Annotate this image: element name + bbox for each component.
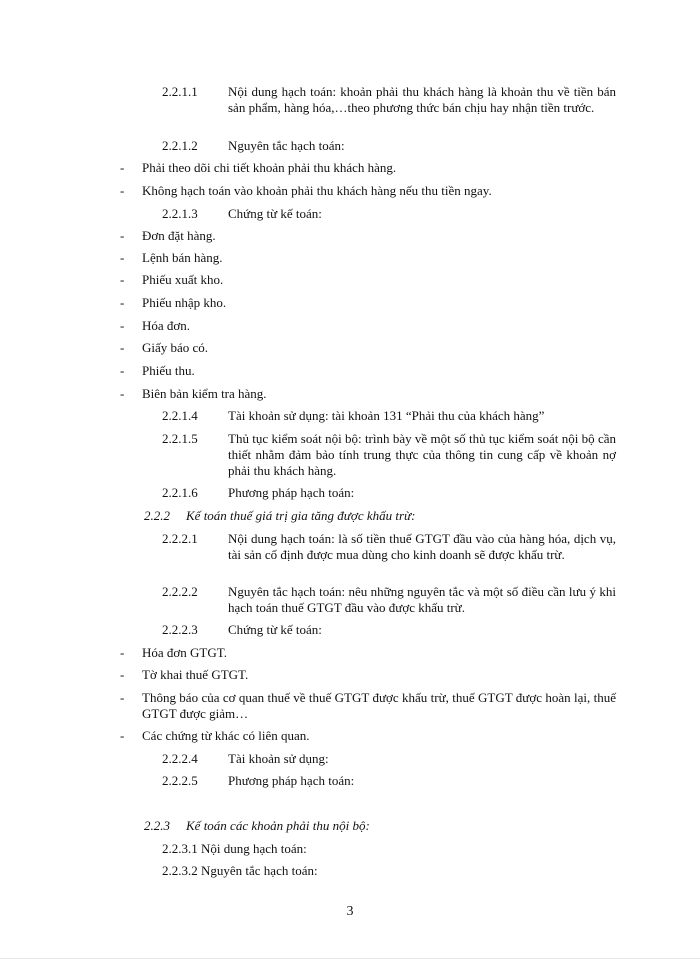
bullet-dash: - [120, 318, 125, 333]
item-text: Phương pháp hạch toán: [228, 773, 355, 788]
bullet-dash: - [120, 386, 125, 401]
item-text: Nội dung hạch toán: là số tiền thuế GTGT đầu vào của hàng hóa, dịch vụ, tài sản cố định được mua dùng cho kinh doanh sẽ được khấu trừ. [228, 531, 616, 562]
section-number: 2.2.3 [144, 818, 170, 833]
item-text: Chứng từ kế toán: [228, 622, 322, 637]
bullet-dash: - [120, 160, 125, 175]
item-number: 2.2.1.3 [162, 206, 198, 221]
section-title: Kế toán thuế giá trị gia tăng được khấu trừ: [186, 508, 416, 523]
sub-item: 2.2.3.2 Nguyên tắc hạch toán: [162, 863, 318, 878]
bullet-text: Phải theo dõi chi tiết khoản phải thu khách hàng. [142, 160, 397, 175]
bullet-dash: - [120, 667, 125, 682]
item-number: 2.2.1.4 [162, 408, 198, 423]
bullet-text: Biên bản kiểm tra hàng. [142, 386, 267, 401]
item-number: 2.2.2.5 [162, 773, 198, 788]
item-number: 2.2.2.1 [162, 531, 198, 546]
bullet-text: Tờ khai thuế GTGT. [142, 667, 249, 682]
item-text: Tài khoản sử dụng: tài khoản 131 “Phải thu của khách hàng” [228, 408, 545, 423]
bullet-text: Không hạch toán vào khoản phải thu khách hàng nếu thu tiền ngay. [142, 183, 492, 198]
section-heading [144, 508, 415, 524]
bullet-dash: - [120, 272, 125, 287]
section-title: Kế toán các khoản phải thu nội bộ: [186, 818, 370, 833]
bullet-dash: - [120, 183, 125, 198]
section-heading [144, 818, 370, 834]
item-text: Nội dung hạch toán: khoản phải thu khách hàng là khoản thu về tiền bán sản phẩm, hàng hóa,…theo phương thức bán chịu hay nhận tiền trước. [228, 84, 616, 115]
bullet-text: Các chứng từ khác có liên quan. [142, 728, 310, 743]
section-number: 2.2.2 [144, 508, 170, 523]
item-number: 2.2.2.4 [162, 751, 198, 766]
bullet-text: Lệnh bán hàng. [142, 250, 223, 265]
bullet-text: Phiếu xuất kho. [142, 272, 224, 287]
bullet-text: Thông báo của cơ quan thuế về thuế GTGT được khấu trừ, thuế GTGT được hoàn lại, thuế GTGT được giảm… [142, 690, 616, 721]
bullet-dash: - [120, 340, 125, 355]
bullet-text: Giấy báo có. [142, 340, 209, 355]
bullet-text: Phiếu nhập kho. [142, 295, 227, 310]
bullet-dash: - [120, 728, 125, 743]
item-number: 2.2.2.2 [162, 584, 198, 599]
item-number: 2.2.1.1 [162, 84, 198, 99]
sub-item: 2.2.3.1 Nội dung hạch toán: [162, 841, 307, 856]
bullet-dash: - [120, 228, 125, 243]
item-number: 2.2.1.6 [162, 485, 198, 500]
item-text: Thủ tục kiểm soát nội bộ: trình bày về một số thủ tục kiểm soát nội bộ cần thiết nhằm đảm bảo tính trung thực của thông tin cung cấp về khoản nợ phải thu khách hàng. [228, 431, 616, 478]
item-text: Nguyên tắc hạch toán: [228, 138, 345, 153]
bullet-dash: - [120, 690, 125, 705]
item-text: Nguyên tắc hạch toán: nêu những nguyên tắc và một số điều cần lưu ý khi hạch toán thuế GTGT đầu vào được khấu trừ. [228, 584, 616, 615]
item-number: 2.2.1.2 [162, 138, 198, 153]
bullet-text: Hóa đơn. [142, 318, 191, 333]
item-text: Tài khoản sử dụng: [228, 751, 329, 766]
item-text: Phương pháp hạch toán: [228, 485, 355, 500]
page-number: 3 [346, 904, 354, 919]
bullet-text: Hóa đơn GTGT. [142, 645, 227, 660]
bullet-dash: - [120, 363, 125, 378]
item-text: Chứng từ kế toán: [228, 206, 322, 221]
item-number: 2.2.2.3 [162, 622, 198, 637]
item-number: 2.2.1.5 [162, 431, 198, 446]
bullet-dash: - [120, 645, 125, 660]
bullet-text: Đơn đặt hàng. [142, 228, 216, 243]
page-bottom-divider [0, 958, 700, 959]
bullet-dash: - [120, 250, 125, 265]
bullet-dash: - [120, 295, 125, 310]
bullet-text: Phiếu thu. [142, 363, 195, 378]
